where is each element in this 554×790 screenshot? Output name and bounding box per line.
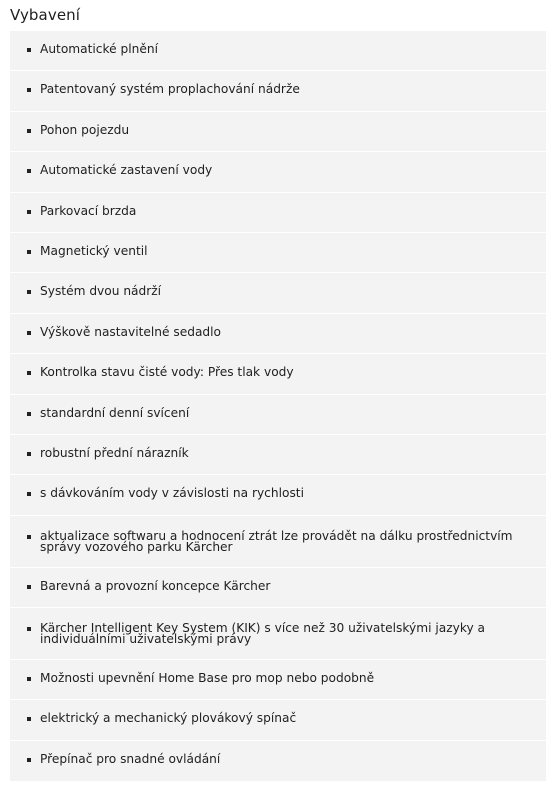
bullet-icon: [27, 331, 31, 335]
list-item-label: Přepínač pro snadné ovládání: [40, 751, 221, 766]
list-item: [10, 568, 546, 608]
bullet-icon: [27, 290, 31, 294]
list-item: [10, 273, 546, 313]
list-item: [10, 314, 546, 354]
bullet-icon: [27, 169, 31, 173]
bullet-icon: [27, 412, 31, 416]
bullet-icon: [27, 717, 31, 721]
list-item-label: standardní denní svícení: [40, 405, 190, 420]
list-item: [10, 233, 546, 273]
bullet-icon: [27, 585, 31, 589]
list-item: [10, 741, 546, 781]
bullet-icon: [27, 452, 31, 456]
list-item-label: Kontrolka stavu čisté vody: Přes tlak vody: [40, 365, 294, 380]
section-title: Vybavení: [10, 6, 81, 24]
bullet-icon: [27, 492, 31, 496]
list-item-label: Systém dvou nádrží: [40, 284, 162, 299]
list-item: [10, 516, 546, 568]
list-item-label: robustní přední nárazník: [40, 445, 189, 460]
list-item: [10, 700, 546, 740]
list-item: [10, 395, 546, 435]
bullet-icon: [27, 535, 31, 539]
bullet-icon: [27, 88, 31, 92]
bullet-icon: [27, 627, 31, 631]
list-item-label: Patentovaný systém proplachování nádrže: [40, 82, 300, 97]
bullet-icon: [27, 250, 31, 254]
list-item: [10, 608, 546, 660]
list-item: [10, 660, 546, 700]
bullet-icon: [27, 129, 31, 133]
list-item: [10, 193, 546, 233]
equipment-list: [10, 31, 546, 781]
list-item: [10, 354, 546, 394]
list-item-label: Kärcher Intelligent Key System (KIK) s více než 30 uživatelskými jazyky a individuálními uživatelskými právy: [40, 621, 485, 647]
bullet-icon: [27, 48, 31, 52]
list-item: [10, 31, 546, 71]
list-item-label: elektrický a mechanický plovákový spínač: [40, 711, 297, 726]
list-item-label: Výškově nastavitelné sedadlo: [40, 324, 222, 339]
list-item-label: Barevná a provozní koncepce Kärcher: [40, 578, 271, 593]
bullet-icon: [27, 210, 31, 214]
list-item-label: Magnetický ventil: [40, 243, 148, 258]
list-item: [10, 152, 546, 192]
bullet-icon: [27, 758, 31, 762]
list-item: [10, 435, 546, 475]
list-item-label: Automatické plnění: [40, 42, 158, 56]
list-item: [10, 71, 546, 111]
list-item-label: s dávkováním vody v závislosti na rychlosti: [40, 486, 304, 501]
bullet-icon: [27, 371, 31, 375]
list-item-label: Pohon pojezdu: [40, 122, 130, 137]
list-item-label: aktualizace softwaru a hodnocení ztrát lze provádět na dálku prostřednictvím správy vozového parku Kärcher: [40, 528, 513, 554]
list-item-label: Možnosti upevnění Home Base pro mop nebo podobně: [40, 671, 375, 686]
bullet-icon: [27, 677, 31, 681]
list-item-label: Automatické zastavení vody: [40, 163, 213, 178]
list-item-label: Parkovací brzda: [40, 203, 137, 218]
list-item: [10, 475, 546, 515]
list-item: [10, 112, 546, 152]
